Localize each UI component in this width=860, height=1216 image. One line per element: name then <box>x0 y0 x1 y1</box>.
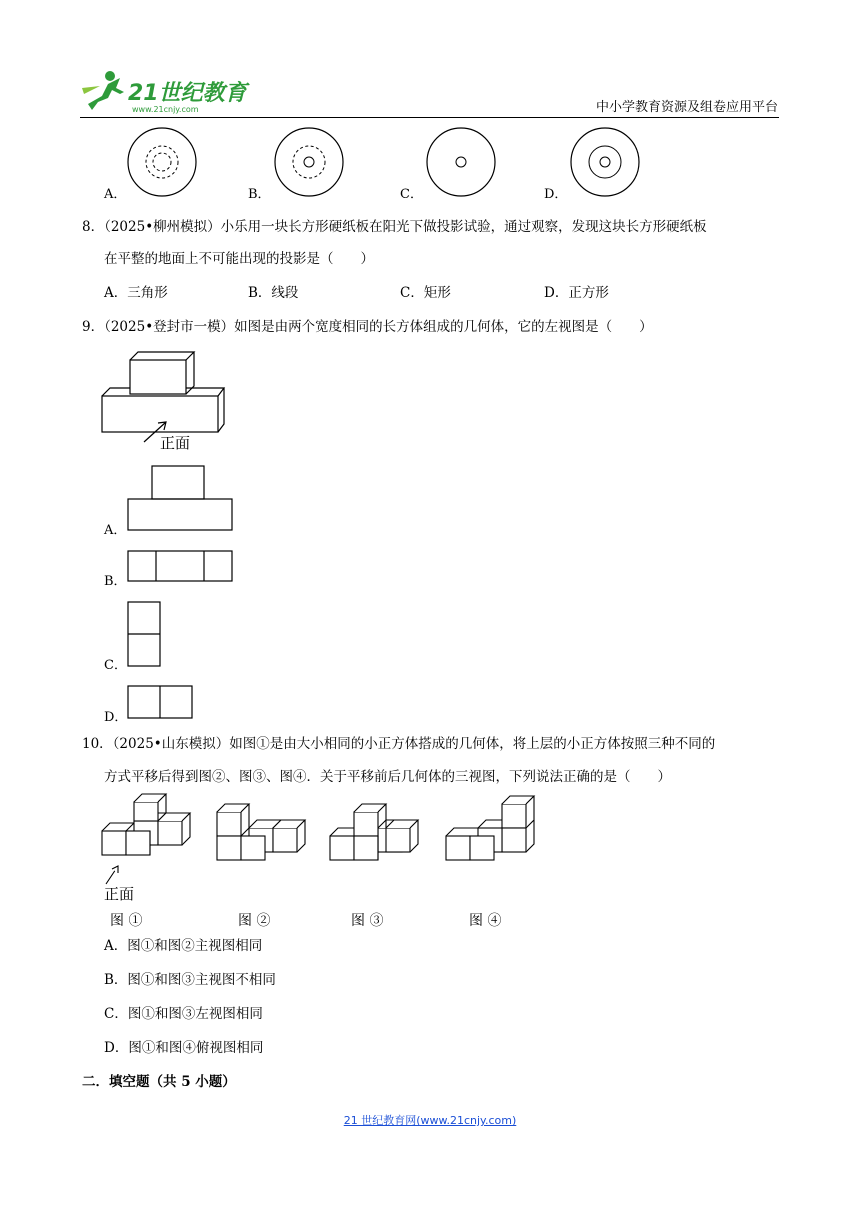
q8-option-c[interactable]: C．矩形 <box>400 285 451 301</box>
q7-option-c-figure <box>425 126 497 198</box>
q8-option-d[interactable]: D．正方形 <box>544 285 609 301</box>
logo-text: 21世纪教育 <box>128 81 247 106</box>
footer-link[interactable]: 21 世纪教育网(www.21cnjy.com) <box>343 1114 517 1127</box>
q8-stem-line1: 8．（2025•柳州模拟）小乐用一块长方形硬纸板在阳光下做投影试验，通过观察，发现这块长方形硬纸板 <box>82 219 707 235</box>
logo <box>80 66 250 116</box>
q7-option-b-figure <box>273 126 345 198</box>
q10-front-label: 正面 <box>104 885 135 903</box>
q10-option-b[interactable]: B．图①和图③主视图不相同 <box>104 972 276 988</box>
q10-caption-3: 图 ③ <box>351 913 384 929</box>
q10-figure-4 <box>444 796 534 862</box>
q9-option-a[interactable]: A． <box>104 523 127 538</box>
header-divider <box>80 117 779 118</box>
runner-icon <box>82 71 124 110</box>
q10-figure-2 <box>215 804 305 864</box>
q8-option-a[interactable]: A．三角形 <box>104 285 168 301</box>
q9-option-d-figure <box>126 684 196 720</box>
section-title: 二．填空题（共 5 小题） <box>82 1074 236 1090</box>
q9-option-c-figure <box>126 600 162 668</box>
q7-option-b[interactable]: B． <box>248 187 271 202</box>
q10-option-a[interactable]: A．图①和图②主视图相同 <box>104 938 263 954</box>
q7-option-d[interactable]: D． <box>544 187 568 202</box>
q9-front-label: 正面 <box>160 434 191 452</box>
q10-stem-line1: 10．（2025•山东模拟）如图①是由大小相同的小正方体搭成的几何体，将上层的小正方体按照三种不同的 <box>82 736 716 752</box>
q9-stem: 9．（2025•登封市一模）如图是由两个宽度相同的长方体组成的几何体，它的左视图是（ ） <box>82 319 653 335</box>
q9-option-a-figure <box>126 465 234 533</box>
q10-caption-2: 图 ② <box>238 913 271 929</box>
q7-option-c[interactable]: C． <box>400 187 423 202</box>
q7-option-a[interactable]: A． <box>104 187 127 202</box>
q10-stem-line2: 方式平移后得到图②、图③、图④．关于平移前后几何体的三视图，下列说法正确的是（ ） <box>104 769 671 785</box>
platform-name: 中小学教育资源及组卷应用平台 <box>595 100 778 115</box>
q9-option-d[interactable]: D． <box>104 710 128 725</box>
q8-stem-line2: 在平整的地面上不可能出现的投影是（ ） <box>104 251 374 267</box>
q9-option-b[interactable]: B． <box>104 574 127 589</box>
q9-option-c[interactable]: C． <box>104 658 127 673</box>
q7-option-d-figure <box>569 126 641 198</box>
q9-option-b-figure <box>126 549 234 583</box>
q10-figure-3 <box>328 804 418 864</box>
logo-url: www.21cnjy.com <box>132 105 199 114</box>
q10-option-d[interactable]: D．图①和图④俯视图相同 <box>104 1040 264 1056</box>
q7-option-a-figure <box>126 126 198 198</box>
q10-option-c[interactable]: C．图①和图③左视图相同 <box>104 1006 263 1022</box>
q10-caption-4: 图 ④ <box>469 913 502 929</box>
q10-caption-1: 图 ① <box>110 913 143 929</box>
q8-option-b[interactable]: B．线段 <box>248 285 299 301</box>
